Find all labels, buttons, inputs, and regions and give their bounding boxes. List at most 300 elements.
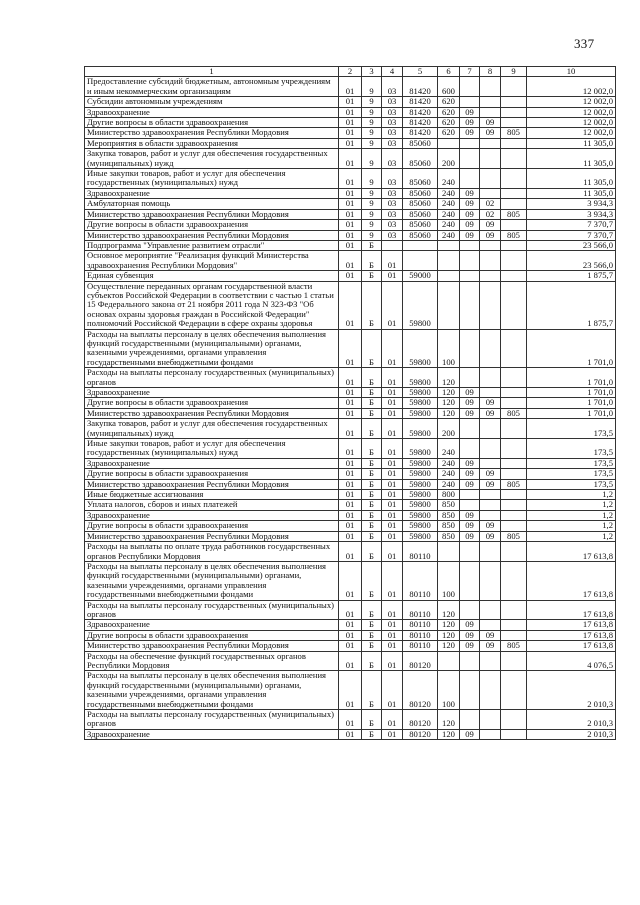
row-code: 09 — [480, 521, 501, 531]
row-code: 09 — [480, 128, 501, 138]
row-code: Б — [362, 521, 382, 531]
row-code: 01 — [339, 651, 362, 671]
row-description: Другие вопросы в области здравоохранения — [85, 630, 339, 640]
row-code: 9 — [362, 138, 382, 148]
row-code: 01 — [339, 729, 362, 739]
table-row — [85, 479, 616, 489]
row-code: 09 — [480, 479, 501, 489]
table-row — [85, 209, 616, 219]
row-code — [501, 388, 527, 398]
row-code — [460, 281, 480, 329]
row-code: 01 — [382, 281, 403, 329]
row-code: 09 — [460, 107, 480, 117]
row-code: 850 — [438, 531, 460, 541]
row-code: Б — [362, 368, 382, 388]
row-code: 800 — [438, 490, 460, 500]
row-code: 01 — [339, 329, 362, 368]
table-row — [85, 561, 616, 600]
row-code: 03 — [382, 138, 403, 148]
row-code: 240 — [438, 209, 460, 219]
row-code — [480, 561, 501, 600]
row-code — [480, 271, 501, 281]
row-code: 01 — [382, 521, 403, 531]
row-code — [480, 729, 501, 739]
row-amount: 1,2 — [527, 490, 616, 500]
row-code — [501, 469, 527, 479]
row-code: Б — [362, 542, 382, 562]
row-amount: 12 002,0 — [527, 118, 616, 128]
row-code: 01 — [382, 479, 403, 489]
row-code — [480, 439, 501, 459]
row-code: 85060 — [403, 188, 438, 198]
row-amount: 11 305,0 — [527, 138, 616, 148]
table-row — [85, 97, 616, 107]
column-header: 7 — [460, 67, 480, 77]
row-code: Б — [362, 641, 382, 651]
row-amount: 1,2 — [527, 510, 616, 520]
row-code — [501, 188, 527, 198]
row-amount: 1 701,0 — [527, 398, 616, 408]
row-code: 59800 — [403, 458, 438, 468]
row-code — [480, 240, 501, 250]
row-amount: 17 613,8 — [527, 630, 616, 640]
row-amount: 17 613,8 — [527, 561, 616, 600]
row-code: 01 — [382, 651, 403, 671]
table-row — [85, 439, 616, 459]
row-code — [460, 149, 480, 169]
row-code — [438, 281, 460, 329]
table-row — [85, 230, 616, 240]
row-description: Расходы на выплаты персоналу в целях обеспечения выполнения функций государственными (муниципальными) органами, казенными учреждениями, органами управления государственными внебюджетными фондами — [85, 671, 339, 710]
row-code: 59800 — [403, 439, 438, 459]
table-row — [85, 458, 616, 468]
row-code: 9 — [362, 220, 382, 230]
row-code: 01 — [339, 188, 362, 198]
row-code: 200 — [438, 419, 460, 439]
row-code — [501, 500, 527, 510]
row-code: Б — [362, 561, 382, 600]
row-code — [501, 138, 527, 148]
row-code: 01 — [382, 398, 403, 408]
table-row — [85, 149, 616, 169]
row-code: 9 — [362, 77, 382, 97]
row-code: 81420 — [403, 77, 438, 97]
row-code — [501, 542, 527, 562]
row-code: 81420 — [403, 128, 438, 138]
row-code: 01 — [382, 600, 403, 620]
row-code: Б — [362, 281, 382, 329]
row-code — [480, 138, 501, 148]
row-code: Б — [362, 490, 382, 500]
row-code: 805 — [501, 230, 527, 240]
row-code — [501, 199, 527, 209]
row-code: 120 — [438, 408, 460, 418]
row-amount: 3 934,3 — [527, 199, 616, 209]
row-code: 200 — [438, 149, 460, 169]
row-code — [501, 97, 527, 107]
row-code — [501, 398, 527, 408]
row-code: 80110 — [403, 630, 438, 640]
row-code — [438, 240, 460, 250]
column-header: 9 — [501, 67, 527, 77]
row-code: 240 — [438, 230, 460, 240]
table-row — [85, 128, 616, 138]
table-row — [85, 240, 616, 250]
row-code: 59800 — [403, 500, 438, 510]
row-code: Б — [362, 671, 382, 710]
row-description: Министерство здравоохранения Республики Мордовия — [85, 531, 339, 541]
table-row — [85, 600, 616, 620]
row-code: 59800 — [403, 479, 438, 489]
row-code — [480, 77, 501, 97]
row-code: 01 — [382, 641, 403, 651]
row-description: Подпрограмма "Управление развитием отрасли" — [85, 240, 339, 250]
row-code: 09 — [460, 620, 480, 630]
row-code: 80120 — [403, 729, 438, 739]
row-code — [480, 169, 501, 189]
row-code — [480, 281, 501, 329]
row-code: 01 — [339, 209, 362, 219]
row-description: Другие вопросы в области здравоохранения — [85, 521, 339, 531]
row-code: 01 — [339, 230, 362, 240]
row-code: 01 — [339, 671, 362, 710]
row-code: 01 — [339, 710, 362, 730]
table-row — [85, 419, 616, 439]
row-code: 03 — [382, 209, 403, 219]
table-row — [85, 188, 616, 198]
row-code — [480, 500, 501, 510]
column-header: 6 — [438, 67, 460, 77]
row-code: 01 — [339, 107, 362, 117]
row-amount: 173,5 — [527, 469, 616, 479]
row-description: Иные бюджетные ассигнования — [85, 490, 339, 500]
row-code: 09 — [480, 469, 501, 479]
row-code: 240 — [438, 469, 460, 479]
row-code: 01 — [339, 368, 362, 388]
row-code: Б — [362, 408, 382, 418]
row-code — [480, 107, 501, 117]
row-code — [480, 620, 501, 630]
table-row — [85, 620, 616, 630]
row-code: 01 — [339, 169, 362, 189]
row-code: Б — [362, 710, 382, 730]
row-description: Расходы на выплаты персоналу государственных (муниципальных) органов — [85, 368, 339, 388]
row-code: 59800 — [403, 469, 438, 479]
row-code — [480, 388, 501, 398]
row-code: 09 — [480, 408, 501, 418]
row-code: 850 — [438, 510, 460, 520]
row-code — [480, 368, 501, 388]
row-code: 120 — [438, 729, 460, 739]
row-code: 09 — [460, 521, 480, 531]
row-code: Б — [362, 630, 382, 640]
row-amount: 1 875,7 — [527, 271, 616, 281]
row-code: Б — [362, 458, 382, 468]
row-amount: 17 613,8 — [527, 620, 616, 630]
row-code: 620 — [438, 128, 460, 138]
row-amount: 1 701,0 — [527, 329, 616, 368]
row-code: 120 — [438, 398, 460, 408]
row-code: 01 — [339, 419, 362, 439]
row-code: Б — [362, 329, 382, 368]
row-code — [438, 651, 460, 671]
row-description: Предоставление субсидий бюджетным, автономным учреждениям и иным некоммерческим организациям — [85, 77, 339, 97]
row-code: 59800 — [403, 531, 438, 541]
row-code — [460, 710, 480, 730]
row-code: Б — [362, 510, 382, 520]
row-description: Другие вопросы в области здравоохранения — [85, 469, 339, 479]
row-code: 01 — [382, 368, 403, 388]
row-code: 01 — [339, 388, 362, 398]
row-code — [460, 542, 480, 562]
row-code: 01 — [339, 281, 362, 329]
row-amount: 7 370,7 — [527, 220, 616, 230]
row-code: 09 — [460, 398, 480, 408]
row-code: 01 — [339, 439, 362, 459]
row-code: 80120 — [403, 671, 438, 710]
row-code: 09 — [460, 199, 480, 209]
row-code: Б — [362, 419, 382, 439]
row-code — [480, 542, 501, 562]
row-code — [460, 651, 480, 671]
row-code: 9 — [362, 209, 382, 219]
row-description: Осуществление переданных органам государственной власти субъектов Российской Федерации в соответствии с частью 1 статьи 15 Федерального закона от 21 ноября 2011 года N 323-ФЗ "Об основах охраны здоровья граждан в Российской Федерации" полномочий Российской Федерации в сфере охраны здоровья — [85, 281, 339, 329]
table-row — [85, 510, 616, 520]
row-amount: 1 875,7 — [527, 281, 616, 329]
row-amount: 17 613,8 — [527, 600, 616, 620]
row-code: 01 — [382, 531, 403, 541]
row-code: 09 — [460, 469, 480, 479]
row-code — [501, 149, 527, 169]
row-code — [460, 251, 480, 271]
row-code: 01 — [339, 199, 362, 209]
row-code: 805 — [501, 479, 527, 489]
row-code: 120 — [438, 641, 460, 651]
row-code — [438, 542, 460, 562]
row-amount: 11 305,0 — [527, 169, 616, 189]
row-code: 01 — [382, 510, 403, 520]
row-code: 620 — [438, 97, 460, 107]
row-code: 80110 — [403, 542, 438, 562]
row-code — [480, 251, 501, 271]
row-code — [460, 329, 480, 368]
row-description: Иные закупки товаров, работ и услуг для обеспечения государственных (муниципальных) нужд — [85, 169, 339, 189]
row-code: 240 — [438, 458, 460, 468]
row-code — [501, 630, 527, 640]
row-description: Субсидии автономным учреждениям — [85, 97, 339, 107]
table-row — [85, 368, 616, 388]
row-code: 59800 — [403, 398, 438, 408]
row-code: 85060 — [403, 199, 438, 209]
row-description: Основное мероприятие "Реализация функций Министерства здравоохранения Республики Мордовия" — [85, 251, 339, 271]
row-code: 01 — [339, 240, 362, 250]
row-code: 01 — [339, 458, 362, 468]
row-code: 9 — [362, 188, 382, 198]
row-code — [480, 710, 501, 730]
row-code — [460, 368, 480, 388]
row-code: Б — [362, 500, 382, 510]
row-code: 01 — [382, 408, 403, 418]
row-code: 09 — [460, 209, 480, 219]
row-code: 03 — [382, 118, 403, 128]
row-code: 240 — [438, 479, 460, 489]
row-code: 03 — [382, 107, 403, 117]
table-row — [85, 220, 616, 230]
row-code: 120 — [438, 388, 460, 398]
row-description: Уплата налогов, сборов и иных платежей — [85, 500, 339, 510]
row-code: 01 — [382, 729, 403, 739]
row-code: 59800 — [403, 521, 438, 531]
column-header: 3 — [362, 67, 382, 77]
row-code: 9 — [362, 230, 382, 240]
row-code: Б — [362, 240, 382, 250]
row-code: 240 — [438, 188, 460, 198]
row-code — [480, 97, 501, 107]
table-row — [85, 398, 616, 408]
row-code: 09 — [480, 118, 501, 128]
row-code: 09 — [460, 510, 480, 520]
row-code: 01 — [339, 469, 362, 479]
row-code: 03 — [382, 199, 403, 209]
row-description: Министерство здравоохранения Республики Мордовия — [85, 209, 339, 219]
row-description: Расходы на обеспечение функций государственных органов Республики Мордовия — [85, 651, 339, 671]
table-row — [85, 77, 616, 97]
row-code: 240 — [438, 439, 460, 459]
row-code: 01 — [339, 138, 362, 148]
table-row — [85, 710, 616, 730]
row-code: 01 — [339, 521, 362, 531]
row-code: 01 — [339, 542, 362, 562]
table-row — [85, 531, 616, 541]
row-code — [501, 620, 527, 630]
table-row — [85, 729, 616, 739]
row-code — [460, 439, 480, 459]
row-code: Б — [362, 600, 382, 620]
row-code: 80110 — [403, 561, 438, 600]
row-description: Закупка товаров, работ и услуг для обеспечения государственных (муниципальных) нужд — [85, 419, 339, 439]
row-code — [460, 419, 480, 439]
row-code: 03 — [382, 128, 403, 138]
row-code: 09 — [460, 188, 480, 198]
row-description: Иные закупки товаров, работ и услуг для обеспечения государственных (муниципальных) нужд — [85, 439, 339, 459]
row-code: 09 — [460, 220, 480, 230]
row-code: 100 — [438, 561, 460, 600]
row-code: 03 — [382, 77, 403, 97]
row-code — [480, 651, 501, 671]
row-code: 80110 — [403, 641, 438, 651]
row-description: Здравоохранение — [85, 107, 339, 117]
table-row — [85, 490, 616, 500]
row-code: 01 — [339, 398, 362, 408]
row-code: 850 — [438, 521, 460, 531]
row-code: 09 — [460, 479, 480, 489]
row-code — [438, 251, 460, 271]
row-code: 09 — [460, 408, 480, 418]
row-code: 59000 — [403, 271, 438, 281]
row-code — [460, 97, 480, 107]
row-amount: 173,5 — [527, 419, 616, 439]
row-code: 81420 — [403, 118, 438, 128]
row-code: 805 — [501, 531, 527, 541]
row-code — [501, 490, 527, 500]
row-code: 01 — [339, 561, 362, 600]
row-code: 01 — [382, 542, 403, 562]
row-description: Здравоохранение — [85, 188, 339, 198]
row-code — [501, 419, 527, 439]
row-code: Б — [362, 271, 382, 281]
row-code — [460, 561, 480, 600]
column-header: 5 — [403, 67, 438, 77]
row-code: 01 — [339, 641, 362, 651]
row-code: 620 — [438, 118, 460, 128]
row-code — [460, 600, 480, 620]
row-code: Б — [362, 479, 382, 489]
row-code: Б — [362, 651, 382, 671]
row-code: 09 — [460, 458, 480, 468]
row-amount: 23 566,0 — [527, 240, 616, 250]
row-code: 01 — [339, 531, 362, 541]
row-description: Расходы на выплаты по оплате труда работников государственных органов Республики Мордовия — [85, 542, 339, 562]
row-description: Другие вопросы в области здравоохранения — [85, 220, 339, 230]
table-row — [85, 329, 616, 368]
row-code: 240 — [438, 169, 460, 189]
row-code: 01 — [339, 408, 362, 418]
row-amount: 1 701,0 — [527, 388, 616, 398]
row-code — [501, 521, 527, 531]
row-code: 59800 — [403, 408, 438, 418]
table-row — [85, 138, 616, 148]
row-code: 59800 — [403, 368, 438, 388]
table-row — [85, 271, 616, 281]
row-code: 81420 — [403, 97, 438, 107]
row-amount: 12 002,0 — [527, 107, 616, 117]
row-code — [501, 651, 527, 671]
row-code: 01 — [382, 329, 403, 368]
row-amount: 1,2 — [527, 531, 616, 541]
column-header: 8 — [480, 67, 501, 77]
row-code: 120 — [438, 630, 460, 640]
row-code: 01 — [339, 77, 362, 97]
table-row — [85, 521, 616, 531]
row-description: Амбулаторная помощь — [85, 199, 339, 209]
row-code: 85060 — [403, 149, 438, 169]
row-description: Здравоохранение — [85, 620, 339, 630]
row-code: 59800 — [403, 388, 438, 398]
row-code: 09 — [480, 641, 501, 651]
row-code: 9 — [362, 118, 382, 128]
row-code: 03 — [382, 149, 403, 169]
row-code: 01 — [339, 149, 362, 169]
row-code: 850 — [438, 500, 460, 510]
row-amount: 17 613,8 — [527, 542, 616, 562]
row-code: 09 — [460, 531, 480, 541]
row-amount: 173,5 — [527, 479, 616, 489]
row-code: 80120 — [403, 710, 438, 730]
row-code — [501, 271, 527, 281]
column-header: 10 — [527, 67, 616, 77]
column-header: 4 — [382, 67, 403, 77]
row-code: 03 — [382, 220, 403, 230]
row-code: 01 — [339, 118, 362, 128]
row-code: 01 — [339, 251, 362, 271]
row-code — [403, 251, 438, 271]
row-code: 120 — [438, 620, 460, 630]
table-header-row — [85, 67, 616, 77]
row-code — [501, 169, 527, 189]
row-code — [501, 118, 527, 128]
row-code: Б — [362, 398, 382, 408]
row-code: Б — [362, 531, 382, 541]
